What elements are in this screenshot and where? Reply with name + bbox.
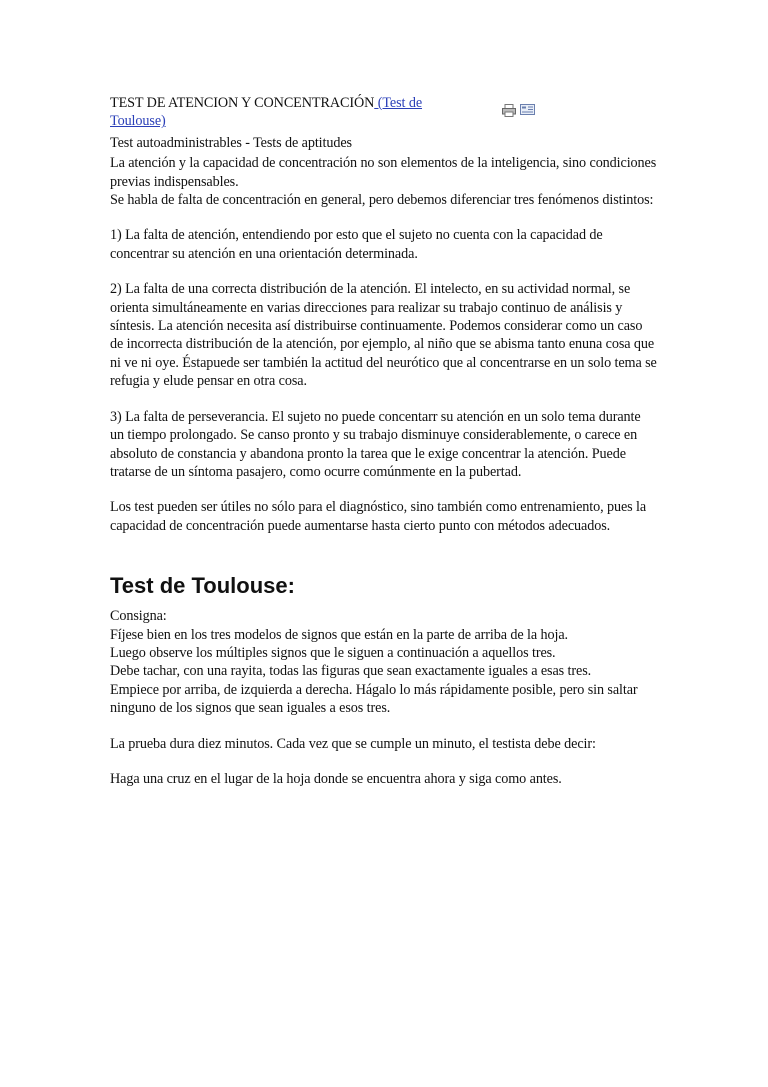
- intro-paragraph-1: La atención y la capacidad de concentración no son elementos de la inteligencia, sino condiciones previas indispensables.: [110, 155, 657, 190]
- printer-icon[interactable]: [502, 104, 516, 117]
- toulouse-link[interactable]: (Test de Toulouse): [110, 95, 423, 130]
- duration-text: La prueba dura diez minutos. Cada vez que se cumple un minuto, el testista debe decir:: [110, 735, 596, 752]
- point-2: 2) La falta de una correcta distribución de la atención. El intelecto, en su actividad normal, se orienta simultáneamente en varias direcciones para realizar su trabajo continuo de análisis y síntesis. La atención necesita así distribuirse continuamente. Podemos considerar como un caso de incorrecta distribución de la atención, por ejemplo, al niño que se abisma tanto enuna cosa que ni ve ni oye. Éstapuede ser también la actitud del neurótico que al concentrarse en un solo tema se refugia y elude pensar en otra cosa.: [110, 281, 657, 390]
- document-page: [110, 94, 658, 788]
- consigna-label: Consigna:: [110, 608, 167, 625]
- closing-paragraph: Los test pueden ser útiles no sólo para el diagnóstico, sino también como entrenamiento, pues la capacidad de concentración puede aumentarse hasta cierto punto con métodos adecuados.: [110, 499, 647, 534]
- title-block: [110, 94, 470, 131]
- intro-paragraph-2: Se habla de falta de concentración en general, pero debemos diferenciar tres fenómenos distintos:: [110, 192, 654, 209]
- cross-instruction: Haga una cruz en el lugar de la hoja donde se encuentra ahora y siga como antes.: [110, 770, 562, 787]
- instruction-3: Debe tachar, con una rayita, todas las figuras que sean exactamente iguales a esas tres.: [110, 663, 592, 680]
- point-1: 1) La falta de atención, entendiendo por esto que el sujeto no cuenta con la capacidad de concentrar su atención en una orientación determinada.: [110, 227, 603, 262]
- page-title: TEST DE ATENCION Y CONCENTRACIÓN: [110, 95, 375, 111]
- instruction-1: Fíjese bien en los tres modelos de signos que están en la parte de arriba de la hoja.: [110, 626, 568, 643]
- instruction-4: Empiece por arriba, de izquierda a derecha. Hágalo lo más rápidamente posible, pero sin saltar ninguno de los signos que sean iguales a esos tres.: [110, 681, 638, 717]
- point-3: 3) La falta de perseverancia. El sujeto no puede concentarr su atención en un solo tema durante un tiempo prolongado. Se canso pronto y su trabajo disminuye considerablemente, o carece en absoluto de constancia y abandona pronto la tarea que le exige concentrar la atención. Puede tratarse de un síntoma pasajero, como ocurre comúnmente en la pubertad.: [110, 408, 641, 480]
- email-icon[interactable]: [520, 104, 535, 117]
- instruction-2: Luego observe los múltiples signos que le siguen a continuación a aquellos tres.: [110, 644, 556, 661]
- section-heading: Test de Toulouse:: [110, 573, 295, 599]
- subtitle: Test autoadministrables - Tests de aptitudes: [110, 134, 352, 151]
- action-icons: [502, 104, 535, 117]
